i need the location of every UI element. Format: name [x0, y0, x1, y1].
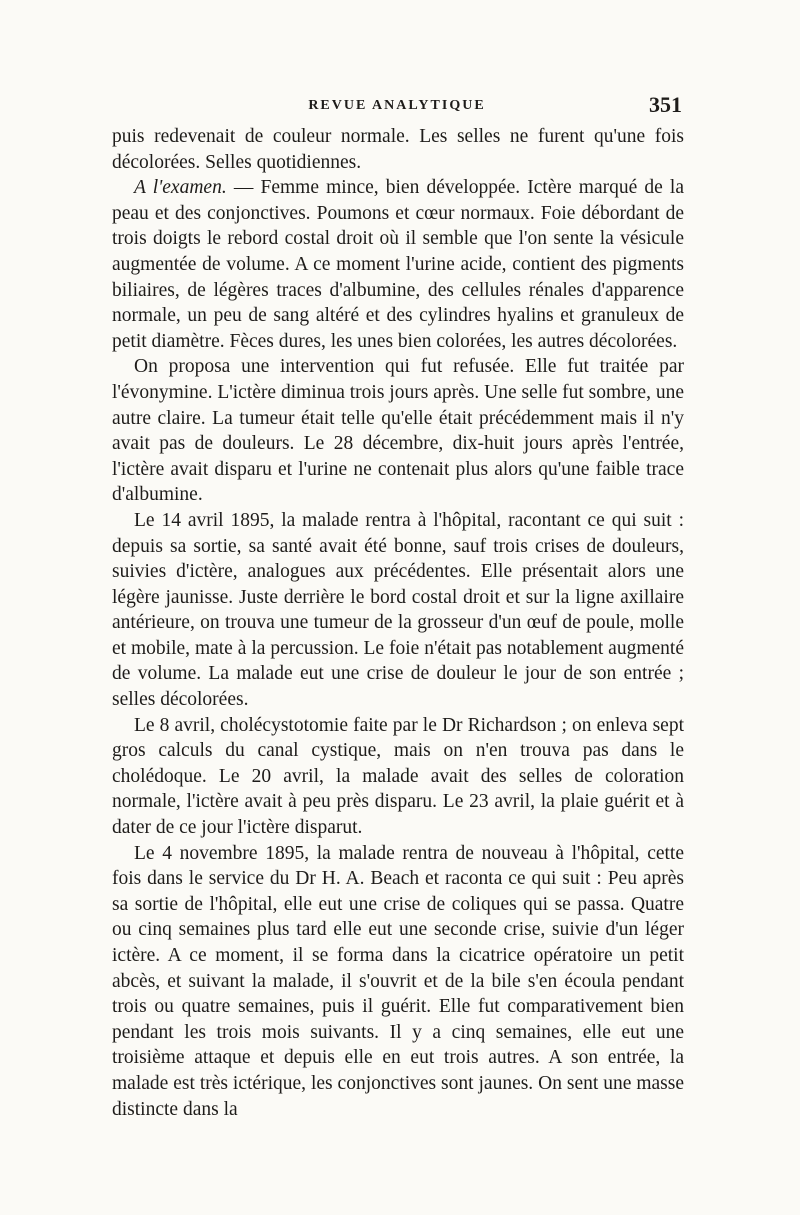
body-text — [112, 124, 684, 1122]
page-header — [112, 92, 682, 128]
paragraph-intervention — [112, 354, 684, 508]
paragraph-november — [112, 841, 684, 1123]
paragraph-continuation — [112, 124, 684, 175]
paragraph-text: — Femme mince, bien développée. Ictère marqué de la peau et des conjonctives. Poumons et cœur normaux. Foie débordant de trois doigts le rebord costal droit où il semble que l'on sente la vésicule augmentée de volume. A ce moment l'urine acide, contient des pigments biliaires, de légères traces d'albumine, des cellules rénales d'apparence normale, un peu de sang altéré et des cylindres hyalins et granuleux de petit diamètre. Fèces dures, les unes bien colorées, les autres décolorées. — [112, 177, 684, 352]
paragraph-text: Le 8 avril, cholécystotomie faite par le Dr Richardson ; on enleva sept gros calculs du canal cystique, mais on n'en trouva pas dans le cholédoque. Le 20 avril, la malade avait des selles de coloration normale, l'ictère avait à peu près disparu. Le 23 avril, la plaie guérit et à dater de ce jour l'ictère disparut. — [112, 714, 684, 839]
section-lead: A l'examen. — [134, 177, 227, 199]
paragraph-readmission — [112, 508, 684, 713]
paragraph-text: Le 4 novembre 1895, la malade rentra de nouveau à l'hôpital, cette fois dans le service du Dr H. A. Beach et raconta ce qui suit : Peu après sa sortie de l'hôpital, elle eut une crise de coliques qui se passa. Quatre ou cinq semaines plus tard elle eut une seconde crise, suivie d'un léger ictère. A ce moment, il se forma dans la cicatrice opératoire un petit abcès, et suivant la malade, il s'ouvrit et de la bile s'en écoula pendant trois ou quatre semaines, puis il guérit. Elle fut comparativement bien pendant les trois mois suivants. Il y a cinq semaines, elle eut une troisième attaque et depuis elle en eut trois autres. A son entrée, la malade est très ictérique, les conjonctives sont jaunes. On sent une masse distincte dans la — [112, 842, 684, 1120]
paragraph-cholecystotomy — [112, 713, 684, 841]
page-number: 351 — [649, 92, 682, 117]
running-title: REVUE ANALYTIQUE — [308, 98, 486, 113]
paragraph-text: puis redevenait de couleur normale. Les selles ne furent qu'une fois décolorées. Selles quotidiennes. — [112, 126, 684, 173]
paragraph-examination — [112, 175, 684, 354]
paragraph-text: Le 14 avril 1895, la malade rentra à l'hôpital, racontant ce qui suit : depuis sa sortie, sa santé avait été bonne, sauf trois crises de douleurs, suivies d'ictère, analogues aux précédentes. Elle présentait alors une légère jaunisse. Juste derrière le bord costal droit et sur la ligne axillaire antérieure, on trouva une tumeur de la grosseur d'un œuf de poule, molle et mobile, mate à la percussion. Le foie n'était pas notablement augmenté de volume. La malade eut une crise de douleur le jour de son entrée ; selles décolorées. — [112, 509, 684, 711]
paragraph-text: On proposa une intervention qui fut refusée. Elle fut traitée par l'évonymine. L'ictère diminua trois jours après. Une selle fut sombre, une autre claire. La tumeur était telle qu'elle était précédemment mais il n'y avait pas de douleurs. Le 28 décembre, dix-huit jours après l'entrée, l'ictère avait disparu et l'urine ne contenait plus alors qu'une faible trace d'albumine. — [112, 356, 684, 506]
